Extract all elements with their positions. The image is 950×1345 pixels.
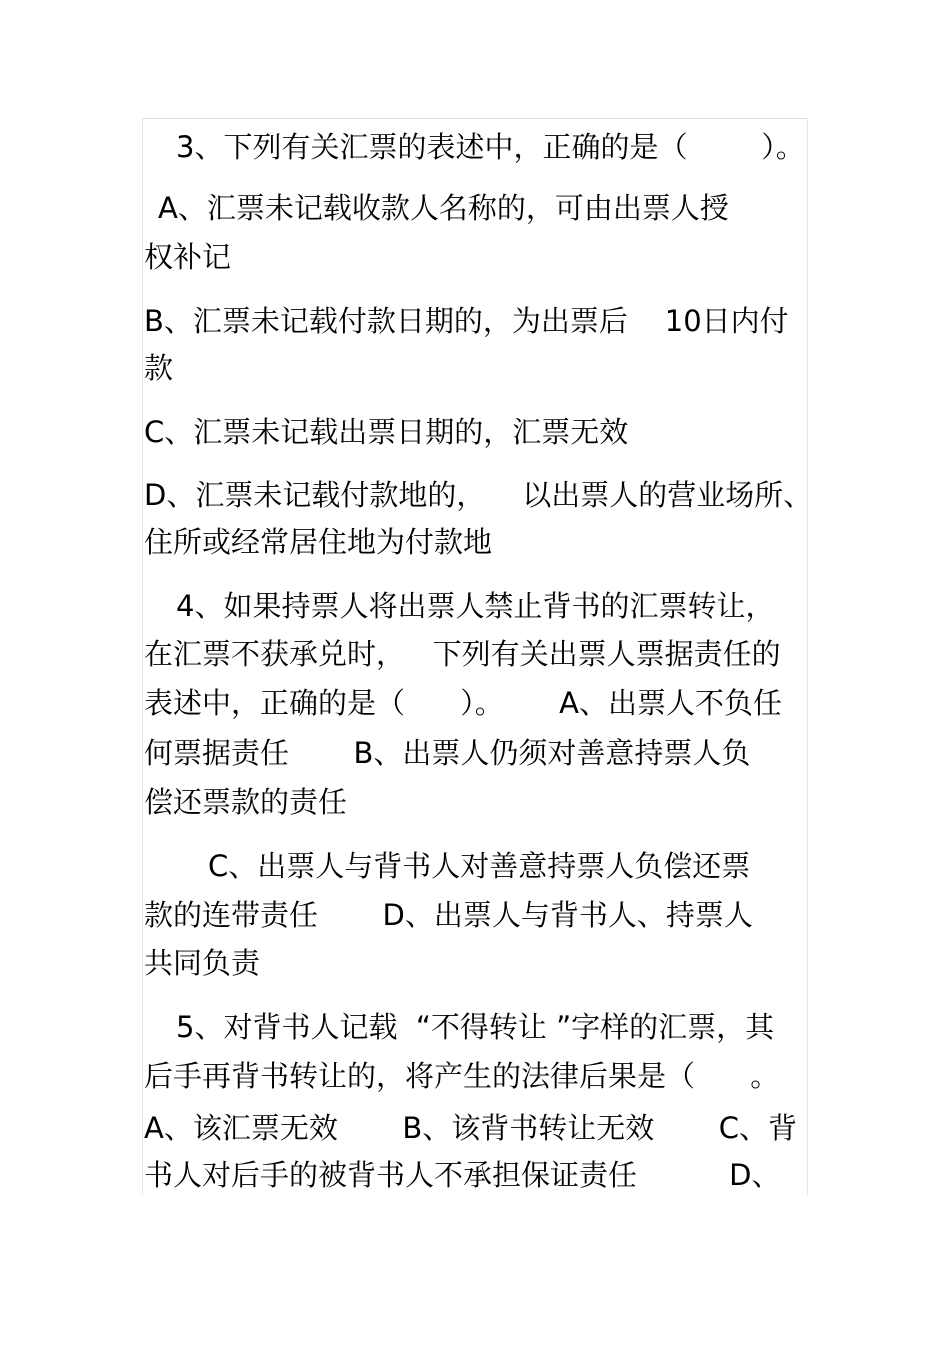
question-4-line-4: 何票据责任 B、出票人仍须对善意持票人负 bbox=[144, 736, 751, 770]
question-4-line-3: 表述中，正确的是（ ）。 A、出票人不负任 bbox=[144, 686, 782, 720]
question-4-line-8: 共同负责 bbox=[144, 946, 261, 980]
question-4-line-7: 款的连带责任 D、出票人与背书人、持票人 bbox=[144, 898, 753, 932]
question-3-option-d-line-1: D、汇票未记载付款地的， 以出票人的营业场所、 bbox=[144, 478, 813, 512]
question-4-line-1: 4、如果持票人将出票人禁止背书的汇票转让， bbox=[176, 589, 775, 623]
question-3-option-b-line-2: 款 bbox=[144, 351, 174, 385]
question-5-line-2: 后手再背书转让的，将产生的法律后果是（ 。 bbox=[144, 1059, 780, 1093]
question-4-line-2: 在汇票不获承兑时， 下列有关出票人票据责任的 bbox=[144, 637, 781, 671]
question-5-line-1: 5、对背书人记载 “不得转让 ”字样的汇票，其 bbox=[176, 1010, 775, 1044]
question-3-option-c: C、汇票未记载出票日期的，汇票无效 bbox=[144, 415, 629, 449]
question-4-line-6: C、出票人与背书人对善意持票人负偿还票 bbox=[208, 849, 751, 883]
question-4-line-5: 偿还票款的责任 bbox=[144, 785, 348, 819]
question-5-line-4: 书人对后手的被背书人不承担保证责任 D、 bbox=[144, 1158, 781, 1192]
question-3-stem: 3、下列有关汇票的表述中，正确的是（ ）。 bbox=[176, 130, 805, 164]
question-3-option-b-line-1: B、汇票未记载付款日期的，为出票后 10日内付 bbox=[144, 304, 789, 338]
question-3-option-a-line-1: A、汇票未记载收款人名称的，可由出票人授 bbox=[158, 191, 729, 225]
question-5-line-3: A、该汇票无效 B、该背书转让无效 C、背 bbox=[144, 1111, 798, 1145]
question-3-option-d-line-2: 住所或经常居住地为付款地 bbox=[144, 525, 493, 559]
question-3-option-a-line-2: 权补记 bbox=[144, 240, 232, 274]
